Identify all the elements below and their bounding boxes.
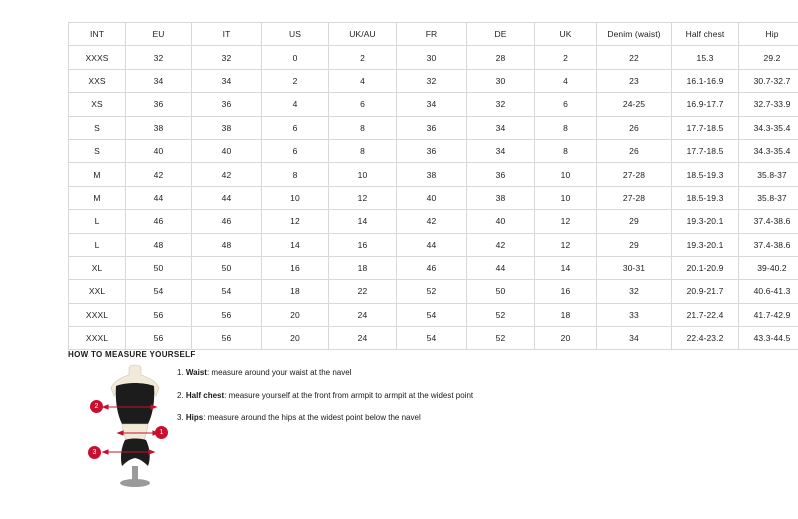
mannequin-svg: [96, 362, 186, 492]
table-cell: M: [69, 186, 126, 209]
table-cell: 4: [262, 93, 329, 116]
measure-item-text: : measure yourself at the front from armpit to armpit at the widest point: [224, 390, 474, 400]
table-row: [69, 139, 798, 162]
table-cell: 30-31: [597, 256, 672, 279]
table-cell: 16.9-17.7: [672, 93, 739, 116]
table-cell: 22: [597, 46, 672, 69]
measure-item-term: Half chest: [185, 390, 225, 400]
table-cell: 19.3-20.1: [672, 210, 739, 233]
table-cell: 48: [126, 233, 192, 256]
table-cell: 6: [262, 116, 329, 139]
table-cell: 50: [467, 280, 535, 303]
table-row: [69, 163, 798, 186]
table-cell: 36: [397, 139, 467, 162]
table-cell: 50: [192, 256, 262, 279]
table-cell: 15.3: [672, 46, 739, 69]
table-cell: 24: [329, 303, 397, 326]
table-row: [69, 186, 798, 209]
table-cell: XXL: [69, 280, 126, 303]
table-cell: 44: [397, 233, 467, 256]
table-cell: 32: [597, 280, 672, 303]
table-cell: 44: [126, 186, 192, 209]
measure-instruction-item: [177, 413, 647, 423]
table-cell: 50: [126, 256, 192, 279]
table-cell: 29.2: [739, 46, 798, 69]
table-cell: 32: [192, 46, 262, 69]
table-cell: 30: [397, 46, 467, 69]
measure-item-index: 2.: [177, 390, 184, 400]
table-cell: 39-40.2: [739, 256, 798, 279]
table-cell: 22.4-23.2: [672, 327, 739, 350]
table-cell: XXXL: [69, 327, 126, 350]
table-cell: 36: [397, 116, 467, 139]
table-cell: 29: [597, 210, 672, 233]
table-cell: 20.1-20.9: [672, 256, 739, 279]
mannequin-illustration: [92, 362, 186, 492]
table-cell: 33: [597, 303, 672, 326]
measure-item-term: Hips: [185, 413, 204, 423]
table-cell: 46: [192, 210, 262, 233]
table-cell: 52: [467, 303, 535, 326]
measure-item-text: : measure around your waist at the navel: [206, 368, 352, 377]
table-cell: XXXS: [69, 46, 126, 69]
table-cell: 44: [467, 256, 535, 279]
table-cell: 38: [126, 116, 192, 139]
measure-item-term: Waist: [185, 368, 207, 377]
table-cell: 42: [397, 210, 467, 233]
table-cell: 21.7-22.4: [672, 303, 739, 326]
table-cell: 12: [262, 210, 329, 233]
table-cell: XXXL: [69, 303, 126, 326]
table-cell: 8: [329, 116, 397, 139]
table-cell: 42: [467, 233, 535, 256]
table-cell: 56: [126, 303, 192, 326]
table-cell: 34: [192, 69, 262, 92]
table-cell: 56: [126, 327, 192, 350]
table-cell: 40: [192, 139, 262, 162]
measure-item-text: : measure around the hips at the widest point below the navel: [203, 413, 421, 423]
table-cell: 32: [467, 93, 535, 116]
table-cell: S: [69, 139, 126, 162]
measure-instructions: [177, 368, 647, 436]
table-cell: 22: [329, 280, 397, 303]
table-cell: 20: [262, 327, 329, 350]
table-cell: 0: [262, 46, 329, 69]
table-cell: L: [69, 233, 126, 256]
table-cell: 20: [262, 303, 329, 326]
table-cell: 14: [262, 233, 329, 256]
table-cell: 18.5-19.3: [672, 163, 739, 186]
table-cell: 8: [262, 163, 329, 186]
table-cell: 54: [192, 280, 262, 303]
table-cell: 35.8-37: [739, 163, 798, 186]
table-cell: 40: [126, 139, 192, 162]
table-cell: 26: [597, 139, 672, 162]
table-cell: 4: [535, 69, 597, 92]
table-cell: 14: [329, 210, 397, 233]
table-cell: 37.4-38.6: [739, 210, 798, 233]
table-cell: 38: [192, 116, 262, 139]
table-cell: 10: [535, 186, 597, 209]
table-cell: 34: [397, 93, 467, 116]
column-header: Denim (waist): [597, 23, 672, 46]
marker-half-chest: 2: [90, 400, 103, 413]
table-cell: 36: [467, 163, 535, 186]
table-cell: 18: [262, 280, 329, 303]
table-cell: 28: [467, 46, 535, 69]
table-cell: 34: [126, 69, 192, 92]
table-cell: S: [69, 116, 126, 139]
table-cell: 30.7-32.7: [739, 69, 798, 92]
table-row: [69, 69, 798, 92]
table-cell: 12: [329, 186, 397, 209]
table-cell: 40: [467, 210, 535, 233]
table-cell: 2: [329, 46, 397, 69]
table-cell: 32: [126, 46, 192, 69]
table-cell: 30: [467, 69, 535, 92]
table-cell: 29: [597, 233, 672, 256]
table-cell: 54: [126, 280, 192, 303]
table-cell: 43.3-44.5: [739, 327, 798, 350]
table-cell: 18: [535, 303, 597, 326]
table-row: [69, 256, 798, 279]
table-row: [69, 116, 798, 139]
table-cell: 27-28: [597, 163, 672, 186]
table-row: [69, 93, 798, 116]
table-cell: 38: [397, 163, 467, 186]
table-cell: 54: [397, 327, 467, 350]
column-header: EU: [126, 23, 192, 46]
table-row: [69, 233, 798, 256]
measure-item-index: 3.: [177, 413, 184, 423]
table-cell: 48: [192, 233, 262, 256]
table-cell: 36: [126, 93, 192, 116]
table-cell: 40.6-41.3: [739, 280, 798, 303]
table-cell: 52: [397, 280, 467, 303]
table-cell: L: [69, 210, 126, 233]
table-cell: 34.3-35.4: [739, 139, 798, 162]
table-cell: 34: [467, 139, 535, 162]
size-table: [68, 22, 798, 350]
table-cell: 12: [535, 233, 597, 256]
table-header-row: [69, 23, 798, 46]
marker-hips: 3: [88, 446, 101, 459]
table-cell: 20: [535, 327, 597, 350]
table-cell: 17.7-18.5: [672, 116, 739, 139]
table-row: [69, 327, 798, 350]
table-cell: 8: [535, 116, 597, 139]
table-row: [69, 210, 798, 233]
table-cell: 10: [535, 163, 597, 186]
table-cell: 2: [535, 46, 597, 69]
table-cell: 20.9-21.7: [672, 280, 739, 303]
table-cell: 36: [192, 93, 262, 116]
column-header: US: [262, 23, 329, 46]
table-cell: M: [69, 163, 126, 186]
table-cell: 46: [126, 210, 192, 233]
table-cell: XL: [69, 256, 126, 279]
table-row: [69, 280, 798, 303]
table-cell: 18: [329, 256, 397, 279]
measure-item-index: 1.: [177, 368, 184, 377]
table-cell: 16: [262, 256, 329, 279]
table-cell: 6: [329, 93, 397, 116]
table-cell: 56: [192, 327, 262, 350]
table-cell: 19.3-20.1: [672, 233, 739, 256]
column-header: FR: [397, 23, 467, 46]
table-cell: 27-28: [597, 186, 672, 209]
column-header: INT: [69, 23, 126, 46]
column-header: DE: [467, 23, 535, 46]
table-cell: 40: [397, 186, 467, 209]
column-header: UK: [535, 23, 597, 46]
table-cell: 34.3-35.4: [739, 116, 798, 139]
table-cell: 16: [535, 280, 597, 303]
table-row: [69, 46, 798, 69]
table-cell: 17.7-18.5: [672, 139, 739, 162]
table-cell: XS: [69, 93, 126, 116]
measure-instruction-item: [177, 391, 647, 401]
column-header: UK/AU: [329, 23, 397, 46]
table-cell: 14: [535, 256, 597, 279]
table-body: [69, 46, 798, 350]
column-header: IT: [192, 23, 262, 46]
table-cell: 54: [397, 303, 467, 326]
marker-waist: 1: [155, 426, 168, 439]
table-cell: 37.4-38.6: [739, 233, 798, 256]
table-cell: 44: [192, 186, 262, 209]
table-cell: 4: [329, 69, 397, 92]
table-cell: 24-25: [597, 93, 672, 116]
table-cell: 6: [262, 139, 329, 162]
table-cell: 24: [329, 327, 397, 350]
table-cell: 32: [397, 69, 467, 92]
table-cell: 2: [262, 69, 329, 92]
table-cell: 32.7-33.9: [739, 93, 798, 116]
table-cell: 8: [535, 139, 597, 162]
size-chart: [68, 22, 791, 350]
column-header: Half chest: [672, 23, 739, 46]
table-cell: 8: [329, 139, 397, 162]
table-cell: 34: [597, 327, 672, 350]
table-cell: 38: [467, 186, 535, 209]
table-cell: 46: [397, 256, 467, 279]
table-cell: 52: [467, 327, 535, 350]
table-cell: 18.5-19.3: [672, 186, 739, 209]
table-cell: 10: [329, 163, 397, 186]
table-cell: 41.7-42.9: [739, 303, 798, 326]
table-cell: 6: [535, 93, 597, 116]
table-cell: 16: [329, 233, 397, 256]
table-cell: 12: [535, 210, 597, 233]
how-to-measure-title: HOW TO MEASURE YOURSELF: [68, 350, 196, 359]
measure-instruction-item: [177, 368, 647, 378]
column-header: Hip: [739, 23, 798, 46]
table-cell: XXS: [69, 69, 126, 92]
table-cell: 34: [467, 116, 535, 139]
table-cell: 56: [192, 303, 262, 326]
table-cell: 26: [597, 116, 672, 139]
table-cell: 42: [126, 163, 192, 186]
table-row: [69, 303, 798, 326]
table-cell: 10: [262, 186, 329, 209]
table-cell: 23: [597, 69, 672, 92]
table-cell: 16.1-16.9: [672, 69, 739, 92]
table-cell: 35.8-37: [739, 186, 798, 209]
table-cell: 42: [192, 163, 262, 186]
